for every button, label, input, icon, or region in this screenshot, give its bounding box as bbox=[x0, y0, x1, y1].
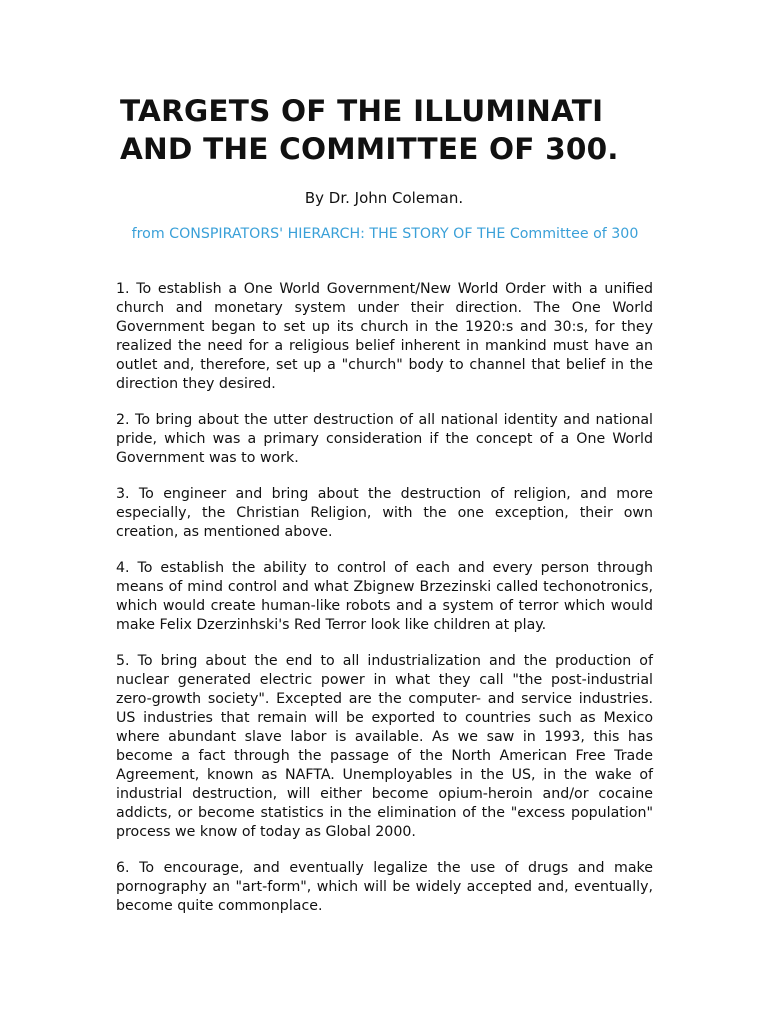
point-5: 5. To bring about the end to all industrialization and the production of nuclear generated electric power in what they call "the post-industrial zero-growth society". Excepted are the computer- and service industries. US industries that remain will be exported to countries such as Mexico where abundant slave labor is available. As we saw in 1993, this has become a fact through the passage of the North American Free Trade Agreement, known as NAFTA. Unemployables in the US, in the wake of industrial destruction, will either become opium-heroin and/or cocaine addicts, or become statistics in the elimination of the "excess population" process we know of today as Global 2000. bbox=[116, 653, 653, 840]
point-1: 1. To establish a One World Government/New World Order with a unified church and monetary system under their direction. The One World Government began to set up its church in the 1920:s and 30:s, for they realized the need for a religious belief inherent in mankind must have an outlet and, therefore, set up a "church" body to channel that belief in the direction they desired. bbox=[116, 281, 653, 392]
document-title bbox=[120, 92, 680, 168]
source-link[interactable]: from CONSPIRATORS' HIERARCH: THE STORY OF THE Committee of 300 bbox=[131, 226, 639, 242]
title-line-1: TARGETS OF THE ILLUMINATI bbox=[120, 94, 604, 128]
author-byline: By Dr. John Coleman. bbox=[304, 189, 464, 207]
point-3: 3. To engineer and bring about the destruction of religion, and more especially, the Christian Religion, with the one exception, their own creation, as mentioned above. bbox=[116, 486, 653, 540]
title-line-2: AND THE COMMITTEE OF 300. bbox=[120, 132, 619, 166]
point-2: 2. To bring about the utter destruction of all national identity and national pride, which was a primary consideration if the concept of a One World Government was to work. bbox=[116, 412, 653, 466]
points-list bbox=[116, 280, 653, 933]
point-4: 4. To establish the ability to control of each and every person through means of mind control and what Zbignew Brzezinski called techonotronics, which would create human-like robots and a system of terror which would make Felix Dzerzinhski's Red Terror look like children at play. bbox=[116, 560, 653, 633]
point-6: 6. To encourage, and eventually legalize the use of drugs and make pornography an "art-form", which will be widely accepted and, eventually, become quite commonplace. bbox=[116, 860, 653, 914]
